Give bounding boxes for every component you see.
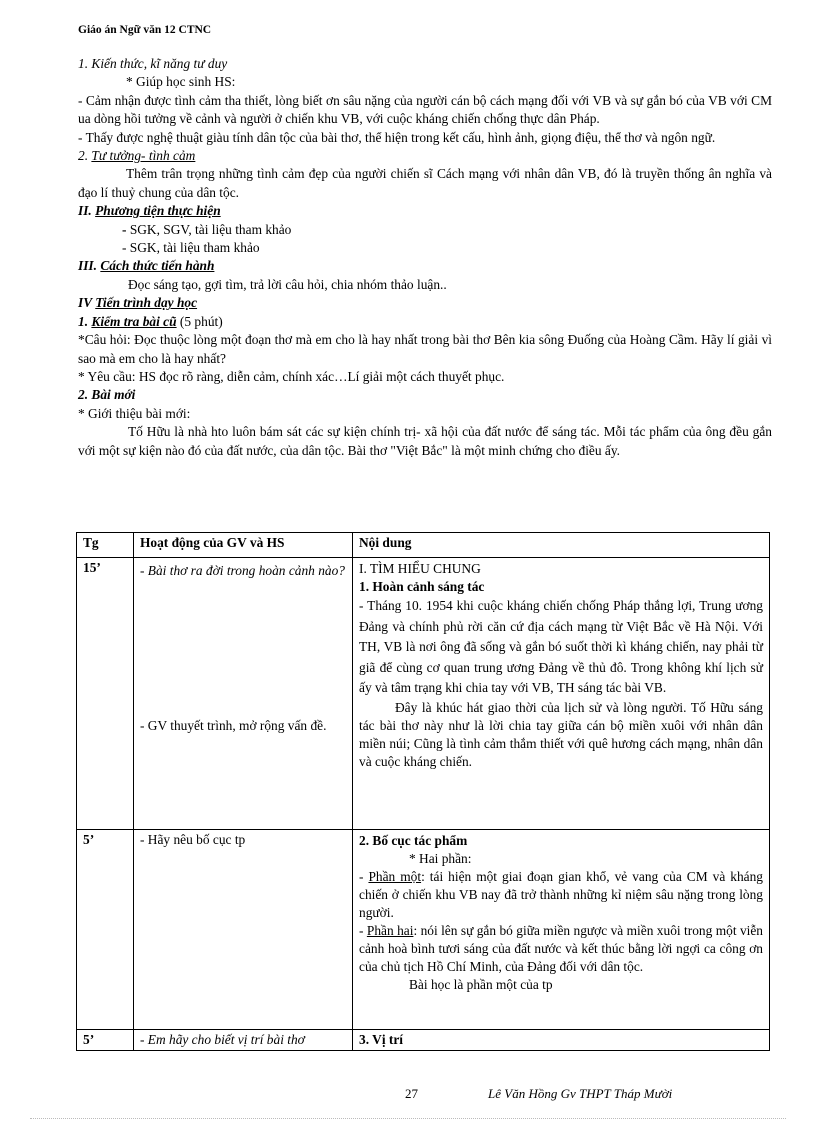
section-iv-title: Tiến trình dạy học — [95, 295, 198, 311]
section-2-title: Tư tưởng- tình cảm — [91, 148, 196, 164]
section-1-paragraph-1: - Cảm nhận được tình cảm tha thiết, lòng biết ơn sâu nặng của người cán bộ cách mạng đối với VB và sự gắn bó của VB với CM ua dòng hồi tưởng về cảnh và người ở chiến khu VB, với cuộc kháng chiến chống thực dân Pháp. — [78, 92, 772, 127]
section-iii-title: Cách thức tiến hành — [100, 258, 215, 274]
row-1-activity — [134, 558, 353, 830]
section-ii-item-2: - SGK, tài liệu tham khảo — [122, 240, 260, 256]
new-lesson-intro-label: * Giới thiệu bài mới: — [78, 405, 191, 421]
section-2-paragraph: Thêm trân trọng những tình cảm đẹp của người chiến sĩ Cách mạng với nhân dân VB, đó là truyền thống ân nghĩa và đạo lí thuỷ chung của dân tộc. — [78, 166, 772, 200]
section-1-goal: * Giúp học sinh HS: — [126, 74, 236, 90]
header-content: Nội dung — [353, 533, 770, 558]
review-question: *Câu hỏi: Đọc thuộc lòng một đoạn thơ mà em cho là hay nhất trong bài thơ Bên kia sông Đuống của Hoàng Cầm. Hãy lí giải vì sao mà em cho là hay nhất? — [78, 332, 772, 366]
row-2-activity: - Hãy nêu bố cục tp — [134, 830, 353, 1030]
part-2-label: Phần hai — [366, 923, 414, 938]
section-iii-paragraph: Đọc sáng tạo, gợi tìm, trả lời câu hỏi, chia nhóm thảo luận.. — [128, 276, 447, 292]
page-header: Giáo án Ngữ văn 12 CTNC — [78, 24, 212, 36]
table-row — [77, 830, 770, 1030]
section-iv-sub-2: 2. Bài mới — [78, 387, 136, 403]
section-iii-heading — [78, 257, 772, 275]
lesson-body — [78, 55, 772, 460]
section-ii-item-1-dash: - — [122, 221, 130, 237]
section-ii-heading — [78, 202, 772, 220]
row-1-activity-note: - GV thuyết trình, mở rộng vấn đề. — [140, 718, 327, 733]
section-ii-title: Phương tiện thực hiện — [95, 203, 221, 219]
row-1-time: 15’ — [77, 558, 134, 830]
section-ii-number: II. — [78, 203, 96, 219]
sub-1-number: 1. — [78, 313, 92, 329]
section-iv-heading — [78, 294, 772, 312]
footer-author: Lê Văn Hồng Gv THPT Tháp Mười — [488, 1086, 673, 1101]
review-requirement: * Yêu cầu: HS đọc rõ ràng, diễn cảm, chính xác…Lí giải một cách thuyết phục. — [78, 368, 505, 384]
row-1-content-paragraph-2: Đây là khúc hát giao thời của lịch sử và lòng người. Tố Hữu sáng tác bài thơ này như là lời chia tay giữa cán bộ miền xuôi với nhân dân miền núi; Cũng là tình cảm thắm thiết với quê hương cách mạng, nhân dân và cuộc kháng chiến. — [359, 699, 763, 769]
header-activity: Hoạt động của GV và HS — [134, 533, 353, 558]
footer-divider — [30, 1118, 786, 1119]
row-2-content-star: * Hai phần: — [409, 851, 472, 866]
row-2-content-part-1: - Phần một: tái hiện một giai đoạn gian khổ, vẻ vang của CM và kháng chiến ở chiến khu VB nay đã trở thành những kỉ niệm sâu nặng trong lòng người. — [359, 869, 763, 920]
section-iv-sub-1 — [78, 313, 772, 331]
section-2-number: 2. — [78, 148, 92, 164]
row-2-content — [353, 830, 770, 1030]
row-3-content-subtitle: 3. Vị trí — [353, 1030, 770, 1051]
lesson-plan-table — [76, 532, 770, 1051]
row-1-activity-question: - Bài thơ ra đời trong hoàn cảnh nào? — [140, 563, 345, 578]
section-ii-item-1-text: SGK, SGV, tài liệu tham khảo — [129, 221, 292, 237]
part-1-label: Phần một — [368, 869, 422, 884]
section-1-heading: 1. Kiến thức, kĩ năng tư duy — [78, 56, 228, 71]
table-header-row — [77, 533, 770, 558]
sub-1-time: (5 phút) — [176, 313, 223, 329]
sub-1-title: Kiểm tra bài cũ — [91, 313, 177, 329]
row-3-time: 5’ — [77, 1030, 134, 1051]
section-iv-number: IV — [78, 295, 96, 311]
part-2-text: : nói lên sự gắn bó giữa miền ngược và miền xuôi trong một viễn cảnh hoà bình tươi sáng của đất nước và kết thúc bằng lời ngợi ca công ơn của chủ tịch Hồ Chí Minh, của Đảng đối với dân tộc. — [359, 923, 763, 974]
section-ii-item-1 — [78, 221, 772, 239]
header-time: Tg — [77, 533, 134, 558]
row-1-content-subtitle: 1. Hoàn cảnh sáng tác — [359, 579, 485, 594]
table-row — [77, 558, 770, 830]
section-iii-number: III. — [78, 258, 101, 274]
row-2-content-part-2: - Phần hai: nói lên sự gắn bó giữa miền ngược và miền xuôi trong một viễn cảnh hoà bình tươi sáng của đất nước và kết thúc bằng lời ngợi ca công ơn của chủ tịch Hồ Chí Minh, của Đảng đối với dân tộc. — [359, 923, 763, 974]
part-1-text: : tái hiện một giai đoạn gian khổ, vẻ vang của CM và kháng chiến ở chiến khu VB nay đã trở thành những kỉ niệm sâu nặng trong lòng người. — [359, 869, 763, 920]
section-1-paragraph-2: - Thấy được nghệ thuật giàu tính dân tộc của bài thơ, thể hiện trong kết cấu, hình ảnh, giọng điệu, thể thơ và ngôn ngữ. — [78, 129, 716, 145]
row-1-content-title: I. TÌM HIỂU CHUNG — [359, 561, 481, 576]
row-1-content — [353, 558, 770, 830]
page-number: 27 — [405, 1086, 418, 1101]
new-lesson-intro-paragraph: Tố Hữu là nhà hto luôn bám sát các sự kiện chính trị- xã hội của đất nước để sáng tác. Mỗi tác phẩm của ông đều gắn với một sự kiện nào đó của đất nước, của dân tộc. Bài thơ "Việt Bắc" là một minh chứng cho điều ấy. — [78, 424, 772, 458]
table-row — [77, 1030, 770, 1051]
row-2-content-note: Bài học là phần một của tp — [409, 977, 553, 992]
row-2-time: 5’ — [77, 830, 134, 1030]
row-3-activity: - Em hãy cho biết vị trí bài thơ — [134, 1030, 353, 1051]
row-1-content-paragraph-1: - Tháng 10. 1954 khi cuộc kháng chiến chống Pháp thắng lợi, Trung ương Đảng và chính phủ rời căn cứ địa cách mạng từ Việt Bắc về Hà Nội. Với TH, VB là nơi ông đã sống và gắn bó suốt thời kì kháng chiến, nay phải từ giã để cùng cơ quan trung ương Đảng về thủ đô. Trong không khí lịch sử ấy và tâm trạng khi chia tay với VB, TH sáng tác bài VB. — [359, 598, 763, 696]
row-2-content-subtitle: 2. Bố cục tác phẩm — [359, 833, 468, 848]
section-2-heading — [78, 147, 772, 165]
